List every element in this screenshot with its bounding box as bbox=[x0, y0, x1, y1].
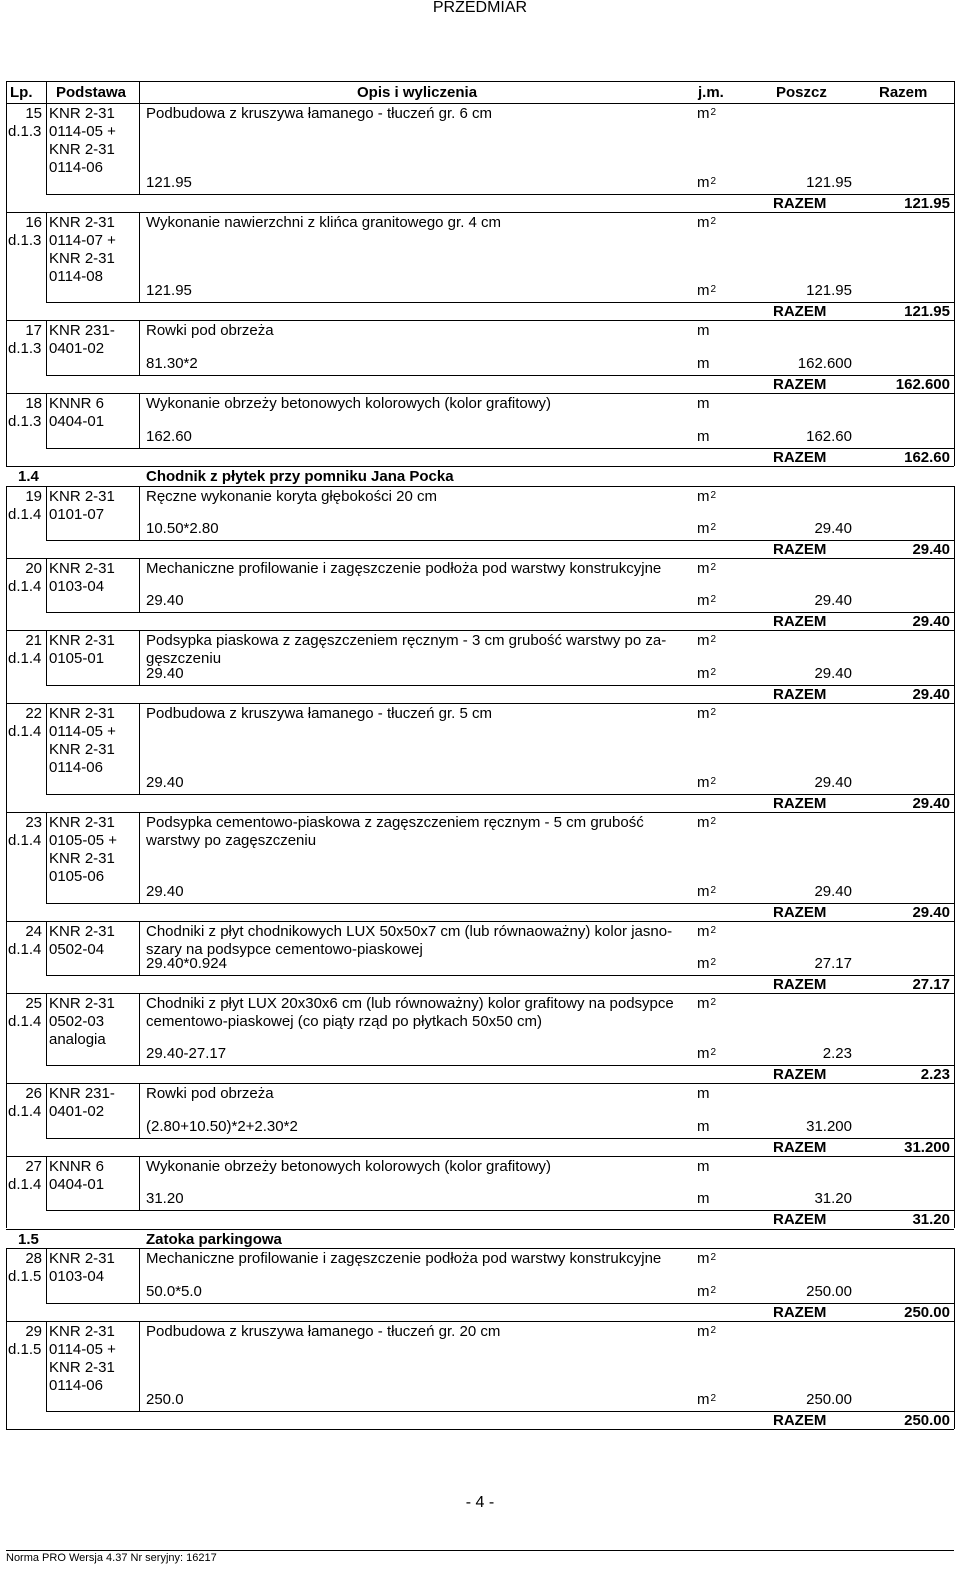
col-divider bbox=[139, 320, 140, 375]
col-divider bbox=[139, 921, 140, 975]
item-number: 28 bbox=[25, 1250, 42, 1267]
calc-expression: 29.40 bbox=[146, 883, 184, 900]
razem-total: 121.95 bbox=[904, 195, 950, 212]
item-number: 16 bbox=[25, 214, 42, 231]
razem-label: RAZEM bbox=[773, 795, 827, 812]
col-divider bbox=[954, 812, 955, 921]
item-section-ref: d.1.4 bbox=[8, 650, 42, 667]
item-basis-line: 0114-08 bbox=[49, 268, 103, 285]
item-basis-line: 0103-04 bbox=[49, 1268, 105, 1285]
item-section-ref: d.1.3 bbox=[8, 413, 42, 430]
col-divider bbox=[46, 630, 47, 685]
row-divider bbox=[6, 486, 954, 487]
item-basis-line: KNR 2-31 bbox=[49, 814, 115, 831]
razem-total: 29.40 bbox=[912, 904, 950, 921]
item-basis-line: 0114-05 + bbox=[49, 723, 116, 740]
calc-quantity: 27.17 bbox=[814, 955, 852, 972]
footer-divider bbox=[6, 1550, 954, 1551]
col-divider bbox=[139, 1156, 140, 1210]
col-divider bbox=[139, 103, 140, 194]
col-divider bbox=[6, 393, 7, 466]
item-description-line: cementowo-piaskowej (co piąty rząd po płytkach 50x50 cm) bbox=[146, 1013, 543, 1030]
item-section-ref: d.1.4 bbox=[8, 1103, 42, 1120]
razem-total: 162.60 bbox=[904, 449, 950, 466]
calc-unit: $m^2$ bbox=[697, 955, 717, 972]
col-divider bbox=[139, 486, 140, 540]
col-header-desc: Opis i wyliczenia bbox=[357, 84, 478, 101]
col-divider bbox=[6, 486, 7, 558]
item-description-line: szary na podsypce cementowo-piaskowej bbox=[146, 941, 423, 958]
item-basis-line: KNR 2-31 bbox=[49, 850, 115, 867]
razem-total: 29.40 bbox=[912, 613, 950, 630]
item-description-line: Rowki pod obrzeża bbox=[146, 322, 274, 339]
col-divider bbox=[46, 558, 47, 612]
col-divider bbox=[139, 212, 140, 302]
row-divider bbox=[6, 703, 954, 704]
item-basis-line: 0114-07 + bbox=[49, 232, 116, 249]
col-divider bbox=[46, 812, 47, 903]
row-divider bbox=[6, 393, 954, 394]
razem-label: RAZEM bbox=[773, 976, 827, 993]
item-unit: m bbox=[697, 1085, 710, 1102]
item-basis-line: KNR 2-31 bbox=[49, 105, 115, 122]
item-basis-line: KNNR 6 bbox=[49, 1158, 105, 1175]
row-divider bbox=[6, 212, 954, 213]
col-divider bbox=[139, 1248, 140, 1303]
item-basis-line: KNR 2-31 bbox=[49, 632, 115, 649]
col-divider bbox=[6, 320, 7, 393]
calc-quantity: 29.40 bbox=[814, 592, 852, 609]
item-section-ref: d.1.4 bbox=[8, 506, 42, 523]
item-description-line: gęszczeniu bbox=[146, 650, 222, 667]
col-divider bbox=[954, 486, 955, 558]
header-col-divider bbox=[46, 81, 47, 103]
item-unit: $m^2$ bbox=[697, 1323, 717, 1340]
item-basis-line: 0404-01 bbox=[49, 1176, 105, 1193]
col-divider bbox=[139, 1083, 140, 1138]
item-unit: $m^2$ bbox=[697, 214, 717, 231]
razem-label: RAZEM bbox=[773, 541, 827, 558]
col-divider bbox=[6, 103, 7, 212]
row-divider bbox=[6, 630, 954, 631]
item-basis-line: 0103-04 bbox=[49, 578, 105, 595]
page-number: - 4 - bbox=[465, 1494, 495, 1511]
item-basis-line: KNR 231- bbox=[49, 1085, 115, 1102]
item-unit: $m^2$ bbox=[697, 995, 717, 1012]
item-number: 27 bbox=[25, 1158, 42, 1175]
calc-unit: $m^2$ bbox=[697, 282, 717, 299]
item-number: 22 bbox=[25, 705, 42, 722]
section-title: Zatoka parkingowa bbox=[146, 1231, 282, 1248]
item-description-line: Chodniki z płyt chodnikowych LUX 50x50x7 cm (lub równaoważny) kolor jasno- bbox=[146, 923, 673, 940]
section-number: 1.4 bbox=[18, 468, 39, 485]
item-unit: m bbox=[697, 1158, 710, 1175]
item-section-ref: d.1.4 bbox=[8, 723, 42, 740]
item-basis-line: KNR 2-31 bbox=[49, 995, 115, 1012]
col-divider bbox=[6, 812, 7, 921]
item-unit: $m^2$ bbox=[697, 105, 717, 122]
item-number: 18 bbox=[25, 395, 42, 412]
item-unit: $m^2$ bbox=[697, 632, 717, 649]
item-section-ref: d.1.5 bbox=[8, 1341, 42, 1358]
calc-quantity: 162.60 bbox=[806, 428, 852, 445]
calc-expression: (2.80+10.50)*2+2.30*2 bbox=[146, 1118, 298, 1135]
item-basis-line: 0105-06 bbox=[49, 868, 105, 885]
col-divider bbox=[954, 320, 955, 393]
item-number: 17 bbox=[25, 322, 42, 339]
razem-total: 121.95 bbox=[904, 303, 950, 320]
col-divider bbox=[954, 993, 955, 1083]
calc-expression: 29.40 bbox=[146, 665, 184, 682]
page-header: PRZEDMIAR bbox=[432, 0, 528, 16]
item-basis-line: KNR 2-31 bbox=[49, 1323, 115, 1340]
item-unit: $m^2$ bbox=[697, 923, 717, 940]
col-divider bbox=[46, 103, 47, 194]
item-description-line: Wykonanie obrzeży betonowych kolorowych (kolor grafitowy) bbox=[146, 395, 552, 412]
item-basis-line: 0401-02 bbox=[49, 340, 105, 357]
item-basis-line: KNR 2-31 bbox=[49, 741, 115, 758]
razem-label: RAZEM bbox=[773, 1139, 827, 1156]
col-divider bbox=[46, 1248, 47, 1303]
razem-label: RAZEM bbox=[773, 613, 827, 630]
section-divider bbox=[6, 466, 954, 467]
row-divider bbox=[6, 1083, 954, 1084]
calc-expression: 29.40-27.17 bbox=[146, 1045, 227, 1062]
item-basis-line: 0401-02 bbox=[49, 1103, 105, 1120]
col-divider bbox=[954, 1321, 955, 1429]
col-header-basis: Podstawa bbox=[56, 84, 127, 101]
col-divider bbox=[6, 921, 7, 993]
col-divider bbox=[954, 630, 955, 703]
calc-unit: m bbox=[697, 1190, 710, 1207]
section-divider bbox=[6, 1229, 954, 1230]
razem-total: 250.00 bbox=[904, 1304, 950, 1321]
razem-label: RAZEM bbox=[773, 1211, 827, 1228]
col-divider bbox=[46, 320, 47, 375]
col-divider bbox=[6, 630, 7, 703]
calc-expression: 29.40 bbox=[146, 592, 184, 609]
item-basis-line: 0114-05 + bbox=[49, 123, 116, 140]
calc-quantity: 29.40 bbox=[814, 520, 852, 537]
razem-label: RAZEM bbox=[773, 303, 827, 320]
item-basis-line: 0502-04 bbox=[49, 941, 105, 958]
header-col-divider bbox=[139, 81, 140, 103]
calc-quantity: 121.95 bbox=[806, 174, 852, 191]
item-section-ref: d.1.3 bbox=[8, 123, 42, 140]
table-bottom-border bbox=[6, 1429, 954, 1430]
calc-quantity: 2.23 bbox=[822, 1045, 852, 1062]
col-divider bbox=[6, 558, 7, 630]
calc-unit: $m^2$ bbox=[697, 592, 717, 609]
item-number: 19 bbox=[25, 488, 42, 505]
col-header-total: Razem bbox=[879, 84, 928, 101]
item-unit: m bbox=[697, 395, 710, 412]
col-divider bbox=[954, 212, 955, 320]
item-section-ref: d.1.4 bbox=[8, 832, 42, 849]
col-divider bbox=[954, 393, 955, 466]
item-basis-line: 0114-05 + bbox=[49, 1341, 116, 1358]
calc-expression: 121.95 bbox=[146, 174, 192, 191]
row-divider bbox=[6, 1156, 954, 1157]
item-number: 20 bbox=[25, 560, 42, 577]
calc-expression: 162.60 bbox=[146, 428, 192, 445]
calc-expression: 121.95 bbox=[146, 282, 192, 299]
col-divider bbox=[954, 103, 955, 212]
razem-total: 250.00 bbox=[904, 1412, 950, 1429]
col-divider bbox=[139, 558, 140, 612]
item-basis-line: KNR 2-31 bbox=[49, 488, 115, 505]
item-section-ref: d.1.3 bbox=[8, 232, 42, 249]
col-divider bbox=[139, 993, 140, 1065]
col-divider bbox=[6, 993, 7, 1083]
item-unit: $m^2$ bbox=[697, 814, 717, 831]
calc-expression: 31.20 bbox=[146, 1190, 184, 1207]
calc-unit: m bbox=[697, 355, 710, 372]
item-basis-line: 0101-07 bbox=[49, 506, 105, 523]
calc-unit: $m^2$ bbox=[697, 883, 717, 900]
calc-expression: 50.0*5.0 bbox=[146, 1283, 202, 1300]
item-basis-line: 0502-03 bbox=[49, 1013, 105, 1030]
razem-label: RAZEM bbox=[773, 1066, 827, 1083]
item-unit: $m^2$ bbox=[697, 488, 717, 505]
col-divider bbox=[6, 703, 7, 812]
row-divider bbox=[6, 812, 954, 813]
razem-label: RAZEM bbox=[773, 1304, 827, 1321]
calc-expression: 29.40*0.924 bbox=[146, 955, 227, 972]
item-basis-line: KNR 2-31 bbox=[49, 1359, 115, 1376]
item-basis-line: KNR 2-31 bbox=[49, 250, 115, 267]
calc-quantity: 250.00 bbox=[806, 1391, 852, 1408]
item-basis-line: 0105-05 + bbox=[49, 832, 117, 849]
item-section-ref: d.1.3 bbox=[8, 340, 42, 357]
razem-total: 31.200 bbox=[904, 1139, 950, 1156]
row-divider bbox=[6, 921, 954, 922]
row-divider bbox=[6, 1321, 954, 1322]
calc-quantity: 162.600 bbox=[797, 355, 852, 372]
item-description-line: Podbudowa z kruszywa łamanego - tłuczeń gr. 5 cm bbox=[146, 705, 493, 722]
col-divider bbox=[46, 1083, 47, 1138]
col-divider bbox=[954, 1156, 955, 1228]
item-section-ref: d.1.4 bbox=[8, 578, 42, 595]
col-divider bbox=[139, 630, 140, 685]
item-basis-line: KNR 2-31 bbox=[49, 923, 115, 940]
razem-total: 29.40 bbox=[912, 686, 950, 703]
calc-unit: $m^2$ bbox=[697, 1283, 717, 1300]
col-divider bbox=[46, 993, 47, 1065]
col-divider bbox=[954, 558, 955, 630]
section-number: 1.5 bbox=[18, 1231, 39, 1248]
item-basis-line: 0114-06 bbox=[49, 759, 103, 776]
item-description-line: Wykonanie obrzeży betonowych kolorowych (kolor grafitowy) bbox=[146, 1158, 552, 1175]
calc-unit: $m^2$ bbox=[697, 665, 717, 682]
col-divider bbox=[6, 1321, 7, 1429]
item-basis-line: KNR 2-31 bbox=[49, 705, 115, 722]
calc-quantity: 121.95 bbox=[806, 282, 852, 299]
col-divider bbox=[954, 703, 955, 812]
col-divider bbox=[6, 1083, 7, 1156]
razem-total: 2.23 bbox=[920, 1066, 950, 1083]
razem-label: RAZEM bbox=[773, 376, 827, 393]
item-basis-line: 0404-01 bbox=[49, 413, 105, 430]
calc-expression: 29.40 bbox=[146, 774, 184, 791]
item-number: 21 bbox=[25, 632, 42, 649]
col-divider bbox=[6, 1248, 7, 1321]
item-description-line: warstwy po zagęszczeniu bbox=[146, 832, 317, 849]
item-number: 24 bbox=[25, 923, 42, 940]
calc-unit: $m^2$ bbox=[697, 774, 717, 791]
razem-total: 29.40 bbox=[912, 795, 950, 812]
razem-label: RAZEM bbox=[773, 1412, 827, 1429]
col-divider bbox=[6, 1156, 7, 1228]
razem-label: RAZEM bbox=[773, 686, 827, 703]
item-number: 15 bbox=[25, 105, 42, 122]
item-description-line: Podsypka piaskowa z zagęszczeniem ręcznym - 3 cm grubość warstwy po za- bbox=[146, 632, 667, 649]
razem-label: RAZEM bbox=[773, 449, 827, 466]
item-basis-line: 0114-06 bbox=[49, 1377, 103, 1394]
item-description-line: Rowki pod obrzeża bbox=[146, 1085, 274, 1102]
col-divider bbox=[46, 703, 47, 794]
calc-expression: 250.0 bbox=[146, 1391, 184, 1408]
item-basis-line: KNR 2-31 bbox=[49, 141, 115, 158]
calc-quantity: 29.40 bbox=[814, 665, 852, 682]
item-basis-line: KNNR 6 bbox=[49, 395, 105, 412]
item-description-line: Mechaniczne profilowanie i zagęszczenie podłoża pod warstwy konstrukcyjne bbox=[146, 560, 662, 577]
item-basis-line: KNR 2-31 bbox=[49, 1250, 115, 1267]
item-section-ref: d.1.4 bbox=[8, 1013, 42, 1030]
col-divider bbox=[46, 1156, 47, 1210]
item-basis-line: KNR 2-31 bbox=[49, 214, 115, 231]
footer-software-info: Norma PRO Wersja 4.37 Nr seryjny: 16217 bbox=[6, 1552, 217, 1564]
col-divider bbox=[954, 1083, 955, 1156]
col-divider bbox=[46, 921, 47, 975]
section-title: Chodnik z płytek przy pomniku Jana Pocka bbox=[146, 468, 454, 485]
item-basis-line: KNR 231- bbox=[49, 322, 115, 339]
item-unit: $m^2$ bbox=[697, 705, 717, 722]
item-description-line: Wykonanie nawierzchni z klińca granitowego gr. 4 cm bbox=[146, 214, 502, 231]
table-top-border bbox=[6, 81, 954, 82]
col-divider bbox=[139, 812, 140, 903]
header-col-divider bbox=[954, 81, 955, 103]
col-divider bbox=[46, 1321, 47, 1411]
calc-unit: $m^2$ bbox=[697, 174, 717, 191]
calc-unit: $m^2$ bbox=[697, 1045, 717, 1062]
row-divider bbox=[6, 1248, 954, 1249]
header-col-divider bbox=[6, 81, 7, 103]
item-description-line: Podsypka cementowo-piaskowa z zagęszczeniem ręcznym - 5 cm grubość bbox=[146, 814, 644, 831]
calc-quantity: 250.00 bbox=[806, 1283, 852, 1300]
col-divider bbox=[46, 393, 47, 448]
item-number: 23 bbox=[25, 814, 42, 831]
item-section-ref: d.1.5 bbox=[8, 1268, 42, 1285]
razem-total: 29.40 bbox=[912, 541, 950, 558]
calc-quantity: 29.40 bbox=[814, 774, 852, 791]
calc-expression: 81.30*2 bbox=[146, 355, 198, 372]
item-unit: $m^2$ bbox=[697, 1250, 717, 1267]
item-number: 26 bbox=[25, 1085, 42, 1102]
calc-quantity: 31.200 bbox=[806, 1118, 852, 1135]
row-divider bbox=[6, 558, 954, 559]
col-divider bbox=[954, 921, 955, 993]
item-basis-line: analogia bbox=[49, 1031, 106, 1048]
col-header-qty: Poszcz bbox=[776, 84, 827, 101]
calc-quantity: 29.40 bbox=[814, 883, 852, 900]
razem-label: RAZEM bbox=[773, 195, 827, 212]
razem-total: 31.20 bbox=[912, 1211, 950, 1228]
calc-unit: m bbox=[697, 1118, 710, 1135]
razem-total: 162.600 bbox=[895, 376, 950, 393]
col-divider bbox=[46, 212, 47, 302]
calc-unit: $m^2$ bbox=[697, 1391, 717, 1408]
calc-expression: 10.50*2.80 bbox=[146, 520, 219, 537]
col-divider bbox=[139, 393, 140, 448]
row-divider bbox=[6, 320, 954, 321]
item-description-line: Mechaniczne profilowanie i zagęszczenie podłoża pod warstwy konstrukcyjne bbox=[146, 1250, 662, 1267]
item-unit: m bbox=[697, 322, 710, 339]
col-divider bbox=[954, 1248, 955, 1321]
item-basis-line: 0114-06 bbox=[49, 159, 103, 176]
item-description-line: Ręczne wykonanie koryta głębokości 20 cm bbox=[146, 488, 437, 505]
calc-quantity: 31.20 bbox=[814, 1190, 852, 1207]
calc-unit: m bbox=[697, 428, 710, 445]
item-basis-line: KNR 2-31 bbox=[49, 560, 115, 577]
item-basis-line: 0105-01 bbox=[49, 650, 105, 667]
razem-total: 27.17 bbox=[912, 976, 950, 993]
col-divider bbox=[6, 212, 7, 320]
row-divider bbox=[6, 103, 954, 104]
item-number: 29 bbox=[25, 1323, 42, 1340]
col-divider bbox=[139, 703, 140, 794]
item-number: 25 bbox=[25, 995, 42, 1012]
col-divider bbox=[46, 486, 47, 540]
item-description-line: Chodniki z płyt LUX 20x30x6 cm (lub równoważny) kolor grafitowy na podsypce bbox=[146, 995, 674, 1012]
razem-label: RAZEM bbox=[773, 904, 827, 921]
col-divider bbox=[139, 1321, 140, 1411]
col-header-unit: j.m. bbox=[698, 84, 724, 101]
row-divider bbox=[6, 993, 954, 994]
item-description-line: Podbudowa z kruszywa łamanego - tłuczeń gr. 20 cm bbox=[146, 1323, 501, 1340]
item-section-ref: d.1.4 bbox=[8, 1176, 42, 1193]
item-section-ref: d.1.4 bbox=[8, 941, 42, 958]
calc-unit: $m^2$ bbox=[697, 520, 717, 537]
col-header-lp: Lp. bbox=[10, 84, 33, 101]
item-description-line: Podbudowa z kruszywa łamanego - tłuczeń gr. 6 cm bbox=[146, 105, 493, 122]
item-unit: $m^2$ bbox=[697, 560, 717, 577]
